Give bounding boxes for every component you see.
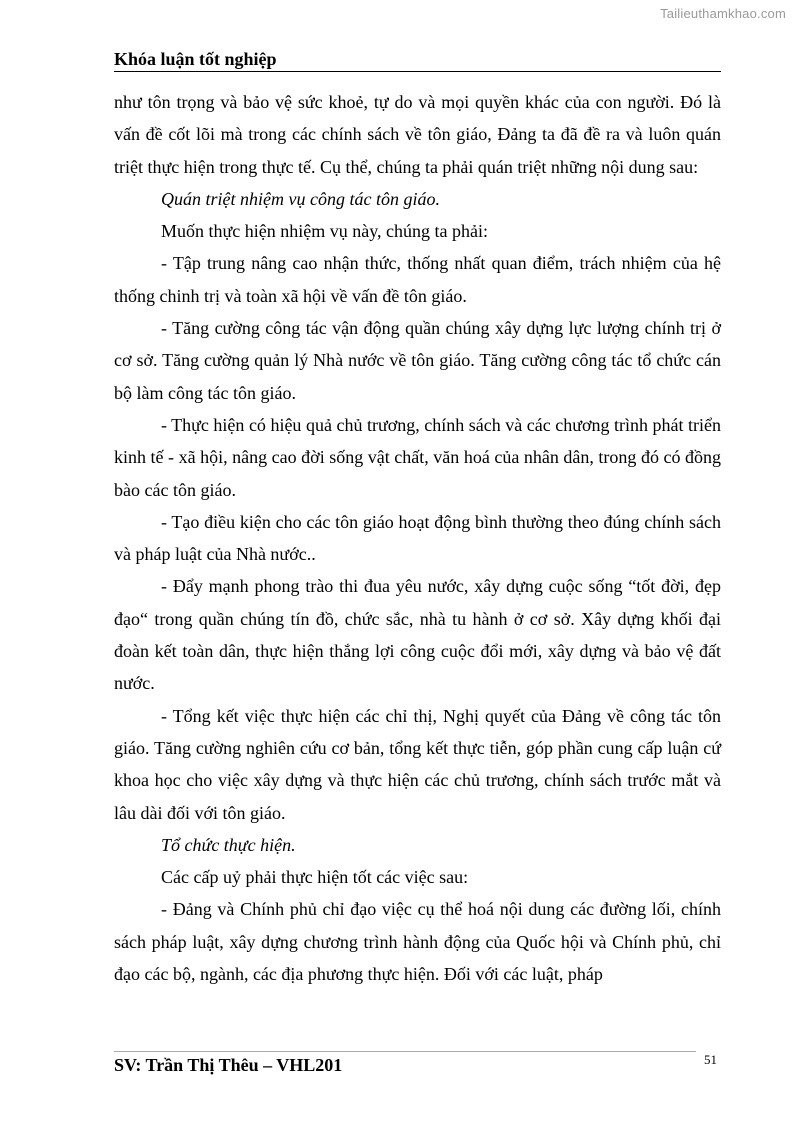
section-heading: Quán triệt nhiệm vụ công tác tôn giáo. [161,188,440,209]
body-text [114,86,721,990]
list-item: - Tổng kết việc thực hiện các chỉ thị, Nghị quyết của Đảng về công tác tôn giáo. Tăng cường nghiên cứu cơ bản, tổng kết thực tiễn, góp phần cung cấp luận cứ khoa học cho việc xây dựng và thực hiện các chủ trương, chính sách trước mắt và lâu dài đối với tôn giáo. [114,705,721,823]
list-item: - Thực hiện có hiệu quả chủ trương, chính sách và các chương trình phát triển kinh tế - xã hội, nâng cao đời sống vật chất, văn hoá của nhân dân, trong đó có đồng bào các tôn giáo. [114,414,721,500]
footer-student-info: SV: Trần Thị Thêu – VHL201 [114,1055,343,1075]
section-heading: Tổ chức thực hiện. [161,834,296,855]
list-item: - Đẩy mạnh phong trào thi đua yêu nước, xây dựng cuộc sống “tốt đời, đẹp đạo“ trong quần chúng tín đồ, chức sắc, nhà tu hành ở cơ sở. Xây dựng khối đại đoàn kết toàn dân, thực hiện thắng lợi công cuộc đổi mới, xây dựng và bảo vệ đất nước. [114,576,721,694]
watermark-text: Tailieuthamkhao.com [660,6,786,21]
header-divider [114,71,721,72]
header-title: Khóa luận tốt nghiệp [114,49,277,69]
paragraph: Muốn thực hiện nhiệm vụ này, chúng ta phải: [161,221,489,242]
list-item: - Tăng cường công tác vận động quần chúng xây dựng lực lượng chính trị ở cơ sở. Tăng cường quản lý Nhà nước về tôn giáo. Tăng cường công tác tổ chức cán bộ làm công tác tôn giáo. [114,318,721,403]
list-item: - Đảng và Chính phủ chỉ đạo việc cụ thể hoá nội dung các đường lối, chính sách pháp luật, xây dựng chương trình hành động của Quốc hội và Chính phủ, chỉ đạo các bộ, ngành, các địa phương thực hiện. Đối với các luật, pháp [114,899,721,985]
list-item: - Tập trung nâng cao nhận thức, thống nhất quan điểm, trách nhiệm của hệ thống chinh trị và toàn xã hội về vấn đề tôn giáo. [114,253,721,306]
paragraph: Các cấp uỷ phải thực hiện tốt các việc sau: [161,867,469,888]
page-number: 51 [704,1052,717,1067]
paragraph: như tôn trọng và bảo vệ sức khoẻ, tự do và mọi quyền khác của con người. Đó là vấn đề cốt lõi mà trong các chính sách về tôn giáo, Đảng ta đã đề ra và luôn quán triệt thực hiện trong thực tế. Cụ thể, chúng ta phải quán triệt những nội dung sau: [114,92,721,177]
footer-divider [114,1051,696,1052]
list-item: - Tạo điều kiện cho các tôn giáo hoạt động bình thường theo đúng chính sách và pháp luật của Nhà nước.. [114,511,721,565]
